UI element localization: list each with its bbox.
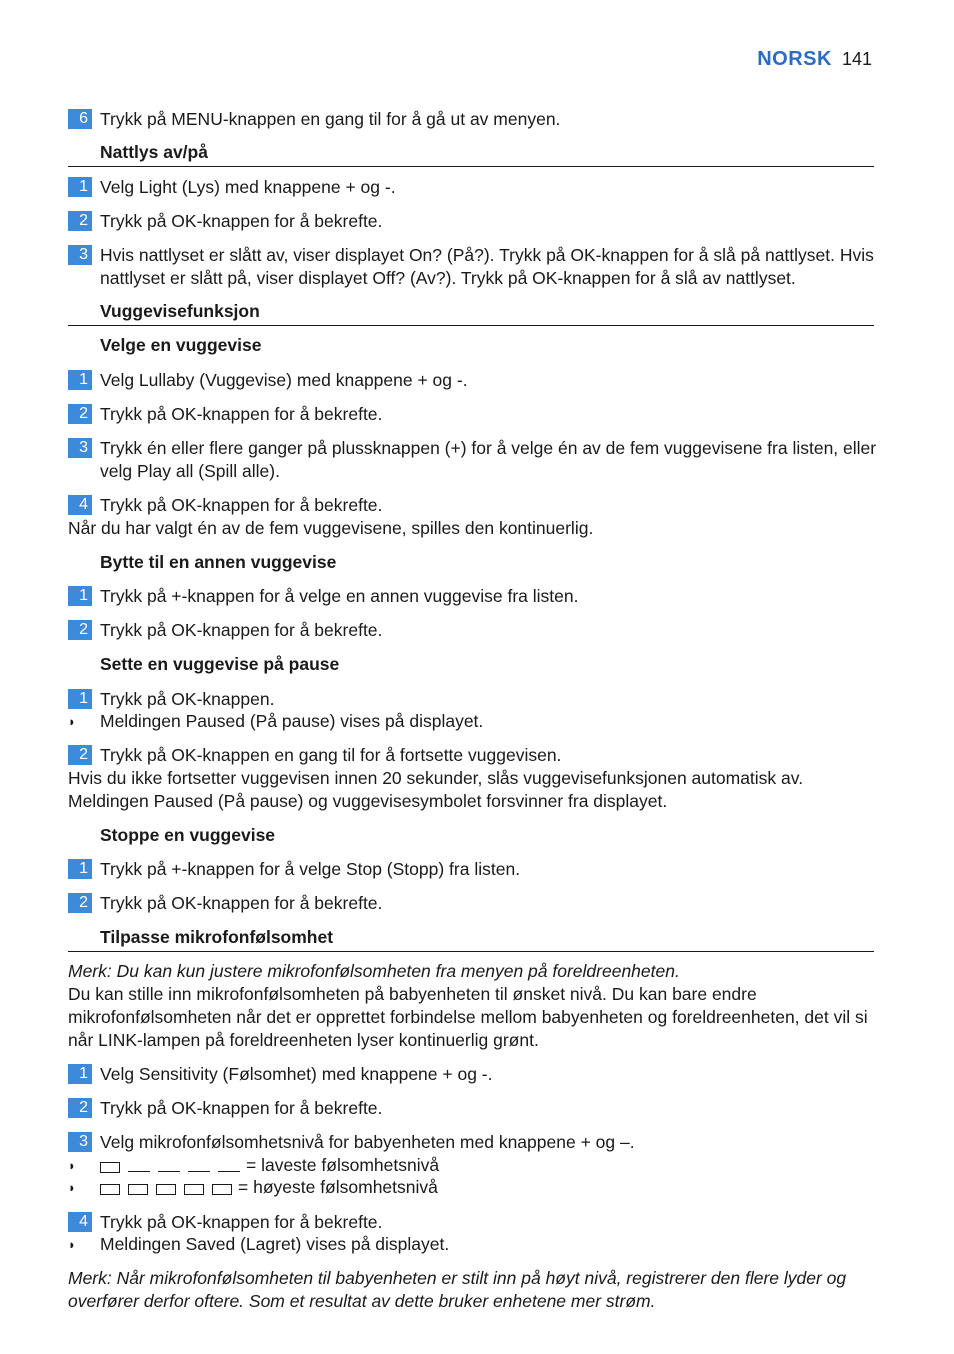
mikrofon-intro: Du kan stille inn mikrofonfølsomheten på babyenheten til ønsket nivå. Du kan bare endre mikrofonfølsomheten når det er opprettet forbindelse mellom babyenheten og foreldreenheten, det vil si når LINK-lampen på foreldreenheten lyser kontinuerlig grønt. (68, 984, 868, 1050)
step-number: 2 (68, 211, 92, 231)
page-number: 141 (841, 49, 872, 69)
section-heading-nattlys: Nattlys av/på (100, 142, 208, 162)
step-text: Trykk på OK-knappen for å bekrefte. (100, 495, 383, 515)
velge-step-2 (68, 403, 878, 426)
step-text: Trykk på OK-knappen for å bekrefte. (100, 211, 383, 231)
high-sensitivity-bars-icon (100, 1184, 232, 1195)
step-number: 3 (68, 245, 92, 265)
step-number: 1 (68, 586, 92, 606)
step-text: Trykk på +-knappen for å velge en annen vuggevise fra listen. (100, 586, 579, 606)
step-number: 1 (68, 1064, 92, 1084)
step-text: Velg Lullaby (Vuggevise) med knappene + og -. (100, 370, 468, 390)
step-number: 2 (68, 404, 92, 424)
pause-step-2 (68, 744, 878, 767)
subheading-pause: Sette en vuggevise på pause (100, 654, 340, 674)
step-number: 4 (68, 495, 92, 515)
step-number: 1 (68, 859, 92, 879)
step-text: Trykk på OK-knappen for å bekrefte. (100, 893, 383, 913)
mikrofon-merk-note-2: Merk: Når mikrofonfølsomheten til babyenheten er stilt inn på høyt nivå, registrerer den flere lyder og overfører derfor oftere. Som et resultat av dette bruker enhetene mer strøm. (68, 1268, 847, 1311)
bytte-step-2 (68, 619, 878, 642)
step-number: 2 (68, 745, 92, 765)
bytte-step-1 (68, 585, 878, 608)
step-number: 1 (68, 370, 92, 390)
step-text: Trykk én eller flere ganger på plussknappen (+) for å velge én av de fem vuggevisene fra listen, eller velg Play all (Spill alle). (100, 438, 877, 481)
bullet-text: Meldingen Saved (Lagret) vises på displayet. (100, 1234, 450, 1254)
section-heading-mikrofon: Tilpasse mikrofonfølsomhet (100, 927, 334, 947)
arrow-bullet-icon: ◗ (68, 1158, 76, 1173)
step-text: Trykk på OK-knappen for å bekrefte. (100, 620, 383, 640)
velge-step-1 (68, 369, 878, 392)
pause-note-2: Meldingen Paused (På pause) og vuggevisesymbolet forsvinner fra displayet. (68, 791, 668, 811)
step-6-exit-menu (68, 108, 878, 131)
velge-note: Når du har valgt én av de fem vuggevisene, spilles den kontinuerlig. (68, 518, 594, 538)
nattlys-step-2 (68, 210, 878, 233)
subheading-bytte: Bytte til en annen vuggevise (100, 552, 337, 572)
velge-step-3 (68, 437, 878, 483)
mikrofon-step-2 (68, 1097, 878, 1120)
section-heading-vuggevise: Vuggevisefunksjon (100, 301, 260, 321)
step-number: 2 (68, 1098, 92, 1118)
arrow-bullet-icon: ◗ (68, 714, 76, 729)
high-sensitivity-label: = høyeste følsomhetsnivå (238, 1177, 438, 1197)
language-label: NORSK (757, 48, 832, 70)
step-text: Hvis nattlyset er slått av, viser displayet On? (På?). Trykk på OK-knappen for å slå på nattlyset. Hvis nattlyset er slått på, viser displayet Off? (Av?). Trykk på OK-knappen for å slå av nattlyset. (100, 245, 874, 288)
low-sensitivity-label: = laveste følsomhetsnivå (246, 1155, 440, 1175)
step-number: 4 (68, 1212, 92, 1232)
mikrofon-merk-note: Merk: Du kan kun justere mikrofonfølsomheten fra menyen på foreldreenheten. (68, 961, 680, 981)
step-number: 3 (68, 1132, 92, 1152)
mikrofon-step-1 (68, 1063, 878, 1086)
step-text: Trykk på OK-knappen for å bekrefte. (100, 1098, 383, 1118)
step-text: Trykk på OK-knappen en gang til for å fortsette vuggevisen. (100, 745, 562, 765)
sensitivity-low-row (68, 1154, 878, 1177)
arrow-bullet-icon: ◗ (68, 1237, 76, 1252)
mikrofon-step-3 (68, 1131, 878, 1154)
nattlys-step-3 (68, 244, 878, 290)
nattlys-step-1 (68, 176, 878, 199)
saved-result (68, 1233, 878, 1256)
subheading-velge: Velge en vuggevise (100, 335, 262, 355)
pause-result (68, 710, 878, 733)
pause-step-1 (68, 688, 878, 711)
step-text: Trykk på MENU-knappen en gang til for å gå ut av menyen. (100, 109, 561, 129)
step-text: Trykk på OK-knappen. (100, 689, 275, 709)
arrow-bullet-icon: ◗ (68, 1180, 76, 1195)
velge-step-4 (68, 494, 878, 517)
bullet-text: Meldingen Paused (På pause) vises på displayet. (100, 711, 484, 731)
mikrofon-step-4 (68, 1211, 878, 1234)
pause-note-1: Hvis du ikke fortsetter vuggevisen innen 20 sekunder, slås vuggevisefunksjonen automatisk av. (68, 768, 804, 788)
section-rule (68, 951, 874, 952)
low-sensitivity-bars-icon (100, 1162, 240, 1173)
step-text: Velg Light (Lys) med knappene + og -. (100, 177, 396, 197)
step-text: Velg mikrofonfølsomhetsnivå for babyenheten med knappene + og –. (100, 1132, 635, 1152)
step-text: Trykk på OK-knappen for å bekrefte. (100, 404, 383, 424)
step-number: 1 (68, 689, 92, 709)
step-text: Trykk på +-knappen for å velge Stop (Stopp) fra listen. (100, 859, 521, 879)
step-number: 3 (68, 438, 92, 458)
section-rule (68, 325, 874, 326)
step-text: Trykk på OK-knappen for å bekrefte. (100, 1212, 383, 1232)
stoppe-step-2 (68, 892, 878, 915)
page-header (757, 48, 872, 71)
stoppe-step-1 (68, 858, 878, 881)
step-text: Velg Sensitivity (Følsomhet) med knappene + og -. (100, 1064, 493, 1084)
section-rule (68, 166, 874, 167)
step-number: 1 (68, 177, 92, 197)
step-number: 6 (68, 109, 92, 129)
subheading-stoppe: Stoppe en vuggevise (100, 825, 276, 845)
sensitivity-high-row (68, 1176, 878, 1199)
step-number: 2 (68, 893, 92, 913)
step-number: 2 (68, 620, 92, 640)
